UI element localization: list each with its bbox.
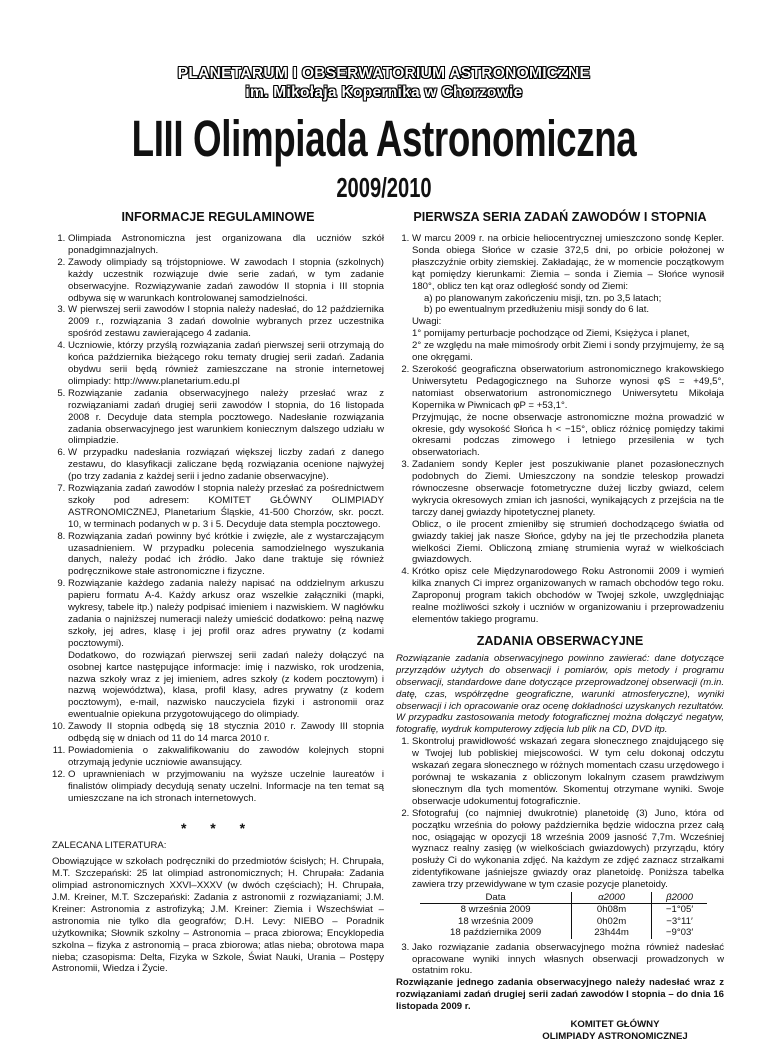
task-1-notes-heading: Uwagi: xyxy=(412,316,442,328)
rule-item: 7. Rozwiązania zadań zawodów I stopnia należy przesłać za pośrednictwem szkoły pod adresem: KOMITET GŁÓWNY OLIMPIADY ASTRONOMICZNEJ, Planetarium Śląskie, 41-500 Chorzów, skr. poczt. 10, w terminach podanych w p. 3 i 5. Decyduje data stempla pocztowego. xyxy=(68,483,384,531)
literature-heading: ZALECANA LITERATURA: xyxy=(52,840,167,852)
table-header-dec: β2000 xyxy=(651,892,707,904)
rule-item: 4. Uczniowie, którzy przyślą rozwiązania zadań pierwszej serii otrzymają do końca października bieżącego roku tematy drugiej serii zadań. Zadania obydwu serii będą również zamieszczane na stronie internetowej olimpiady: http://www.planetarium.edu.pl xyxy=(68,340,384,388)
observation-heading: ZADANIA OBSERWACYJNE xyxy=(476,633,644,648)
table-header-row xyxy=(420,892,707,904)
table-cell: 8 września 2009 xyxy=(420,904,572,916)
task-4: 4. Krótko opisz cele Międzynarodowego Roku Astronomii 2009 i wymień kilka znanych Ci imprez organizowanych w ramach obchodów tego roku. Zaproponuj program takich obchodów w Twojej szkole, uwzględniając realne możliwości szkoły i uczniów w organizowaniu i przeprowadzeniu elementów takiego programu. xyxy=(412,566,724,626)
left-column xyxy=(52,210,384,975)
task-1-note: 2° ze względu na małe mimośrody orbit Ziemi i sondy przyjmujemy, że są one okręgami. xyxy=(412,340,724,364)
rule-item: 12. O uprawnieniach w przyjmowaniu na wyższe uczelnie laureatów i finalistów olimpiady decydują senaty uczelni. Informacje na ten temat są umieszczane na ich stronach internetowych. xyxy=(68,769,384,805)
observation-task-3: 3. Jako rozwiązanie zadania obserwacyjnego można również nadesłać opracowane wyniki innych własnych obserwacji prowadzonych w ostatnim roku. xyxy=(412,942,724,978)
observation-intro: Rozwiązanie zadania obserwacyjnego powinno zawierać: dane dotyczące przyrządów użytych do obserwacji i pomiarów, opis metody i programu obserwacji, standardowe dane dotyczące przeprowadzonej obserwacji (m.in. datę, czas, współrzędne geograficzne, warunki atmosferyczne), wyniki obserwacji i ich opracowanie oraz ocenę dokładności uzyskanych rezultatów. W przypadku zastosowania metody fotograficznej można dołączyć negatyw, fotografię, wydruk komputerowy zdjęcia lub plik na CD, DVD itp. xyxy=(396,652,724,736)
table-cell: 18 września 2009 xyxy=(420,916,572,927)
rule-item: 5. Rozwiązanie zadania obserwacyjnego należy przesłać wraz z rozwiązaniami zadań drugiej serii zawodów I stopnia, do 16 listopada 2008 r. Decyduje data stempla pocztowego. Nadesłanie rozwiązania zadania obserwacyjnego jest warunkiem koniecznym dalszego udziału w olimpiadzie. xyxy=(68,388,384,448)
rule-item: 6. W przypadku nadesłania rozwiązań większej liczby zadań z danego zestawu, do klasyfikacji zaliczane będą rozwiązania ocenione najwyżej (po trzy zadania z każdej serii i jedno zadanie obserwacyjne). xyxy=(68,447,384,483)
signature-line-2: OLIMPIADY ASTRONOMICZNEJ xyxy=(542,1031,688,1043)
task-3: 3. Zadaniem sondy Kepler jest poszukiwanie planet pozasłonecznych podobnych do Ziemi. Umieszczony na sondzie teleskop prowadzi równoczesne obserwacje fotometryczne dużej liczby gwiazd, celem wykrycia okresowych zmian ich jasności, wynikających z przejścia na tle tarczy danej gwiazdy hipotetycznej planety. Oblicz, o ile procent zmieniłby się strumień dochodzącego światła od gwiazdy takiej jak nasze Słońce, gdyby na jej tle przechodziła planeta wielkości Ziemi. Obliczoną zmianę strumienia wyraź w wielkościach gwiazdowych. xyxy=(412,459,724,566)
task-2: 2. Szerokość geograficzna obserwatorium astronomicznego krakowskiego Uniwersytetu Pedagogicznego na Suhorze wynosi φS = +49,5°, natomiast obserwatorium astronomicznego Uniwersytetu Mikołaja Kopernika w Piwnicach φP = +53,1°. Przyjmując, że nocne obserwacje astronomiczne można prowadzić w okresie, gdy wysokość Słońca h < −15°, oblicz różnicę pomiędzy takimi okresami podczas zimowego i letniego przesilenia w tych obserwatoriach. xyxy=(412,364,724,459)
organization-subtitle: im. Mikołaja Kopernika w Chorzowie xyxy=(245,84,523,101)
table-cell: 0h08m xyxy=(572,904,652,916)
rule-item: 10. Zawody II stopnia odbędą się 18 stycznia 2010 r. Zawody III stopnia odbędą się w dniach od 11 do 14 marca 2010 r. xyxy=(68,721,384,745)
tasks-list xyxy=(396,233,724,626)
observation-task-1: 1. Skontroluj prawidłowość wskazań zegara słonecznego znajdującego się w Twojej lub pobliskiej miejscowości. W tym celu dokonaj odczytu wskazań zegara słonecznego w różnych momentach czasu urzędowego i porównaj te wskazania z obliczonym lokalnym czasem prawdziwym słonecznym dla tych momentów. Skomentuj otrzymane wyniki. Swoje obserwacje udokumentuj fotograficznie. xyxy=(412,736,724,807)
observation-task-2 xyxy=(412,808,724,939)
observation-task-2-text: 2. Sfotografuj (co najmniej dwukrotnie) planetoidę (3) Juno, która od początku września do połowy października będzie widoczna przez całą noc, osiągając w opozycji 18 września 2009 jasność 7,7m. Wcześniej wyznacz realny zasięg (w wielkościach gwiazdowych) przyrządu, który posłuży Ci do wykonania zdjęć. Na każdym ze zdjęć zaznacz strzałkami zidentyfikowane jaśniejsze gwiazdy oraz planetoidę. Poniższa tabelka zawiera trzy przewidywane w tym czasie pozycje planetoidy. xyxy=(412,807,724,891)
table-row xyxy=(420,904,707,916)
signature xyxy=(506,1019,724,1043)
organization-name: PLANETARUM I OBSERWATORIUM ASTRONOMICZNE xyxy=(177,65,591,82)
literature-list: Obowiązujące w szkołach podręczniki do przedmiotów ścisłych; H. Chrupała, M.T. Szczepański: 25 lat olimpiad astronomicznych; H. Chrupała: Zadania olimpiad astronomicznych XXVI–XXXV (w dwóch częściach); H. Chrupała, J.M. Kreiner, M.T. Szczepański: Zadania z astronomii z rozwiązaniami; J.M. Kreiner: Astronomia z astrofizyką; J.M. Kreiner: Ziemia i Wszechświat – astronomia nie tylko dla geografów; D.H. Levy: NIEBO – Poradnik użytkownika; Słownik szkolny – Astronomia – praca zbiorowa; Encyklopedia szkolna – fizyka z astronomią – praca zbiorowa; atlas nieba; obrotowa mapa nieba; czasopisma: Delta, Fizyka w Szkole, Świat Nauki, Urania – Postępy Astronomii, Wiedza i Życie. xyxy=(52,856,384,975)
rule-item: 9. Rozwiązanie każdego zadania należy napisać na oddzielnym arkuszu papieru formatu A-4. Każdy arkusz oraz wszelkie załączniki (mapki, wykresy, tabele itp.) należy podpisać imieniem i nazwiskiem. W nagłówku zadania o najniższej numeracji należy umieścić dodatkowo: pełną nazwę szkoły, jej adres, klasę i jej profil oraz adres prywatny (z kodami pocztowymi). Dodatkowo, do rozwiązań pierwszej serii zadań należy dołączyć na osobnej kartce następujące informacje: imię i nazwisko, rok urodzenia, nazwa szkoły wraz z jej imieniem, adres szkoły (z kodem pocztowym) i nazwą województwa), klasa, profil klasy, adres prywatny (z kodem pocztowym), e-mail, nazwisko nauczyciela fizyki i astronomii oraz ewentualnie opiekuna przygotowującego do olimpiady. xyxy=(68,578,384,721)
task-1-part-b: b) po ewentualnym przedłużeniu misji sondy do 6 lat. xyxy=(424,304,650,316)
section-divider: * * * xyxy=(180,819,256,836)
table-cell: 23h44m xyxy=(572,927,652,938)
task-1-part-a: a) po planowanym zakończeniu misji, tzn. po 3,5 latach; xyxy=(424,292,662,304)
rules-list xyxy=(52,233,384,805)
right-column xyxy=(396,210,724,1043)
task-1-text: 1. W marcu 2009 r. na orbicie heliocentrycznej umieszczono sondę Kepler. Sonda obiega Słońce w czasie 372,5 dni, po orbicie położonej w płaszczyźnie orbity ziemskiej. Zakładając, że w momencie początkowym kąt pomiędzy kierunkami: Ziemia – sonda i Ziemia – Słońce wynosił 180°, oblicz ten kąt oraz odległość sondy od Ziemi: xyxy=(412,233,724,292)
page-title: LIII Olimpiada Astronomiczna xyxy=(131,110,637,167)
table-header-date: Data xyxy=(420,892,572,904)
rules-heading: INFORMACJE REGULAMINOWE xyxy=(121,210,315,224)
table-header-ra: α2000 xyxy=(572,892,652,904)
task-1-note: 1° pomijamy perturbacje pochodzące od Ziemi, Księżyca i planet, xyxy=(412,328,690,340)
table-cell: −3°11′ xyxy=(666,915,693,927)
observation-tasks xyxy=(396,736,724,977)
rule-item: 1. Olimpiada Astronomiczna jest organizowana dla uczniów szkół ponadgimnazjalnych. xyxy=(68,233,384,257)
table-cell: −9°03′ xyxy=(665,927,694,939)
task-1 xyxy=(412,233,724,364)
rule-item: 3. W pierwszej serii zawodów I stopnia należy nadesłać, do 12 października 2009 r., rozwiązania 3 zadań dowolnie wybranych przez uczestnika spośród zestawu zawierającego 4 zadania. xyxy=(68,304,384,340)
juno-positions-table xyxy=(420,892,707,939)
submission-deadline: Rozwiązanie jednego zadania obserwacyjnego należy nadesłać wraz z rozwiązaniami zadań drugiej serii zadań zawodów I stopnia – do dnia 16 listopada 2009 r. xyxy=(396,977,724,1013)
rule-item: 8. Rozwiązania zadań powinny być krótkie i zwięzłe, ale z wystarczającym uzasadnieniem. W przypadku polecenia samodzielnego wyszukania danych, należy podać ich źródło. Jako dane traktuje się również podręcznikowe stałe astronomiczne i fizyczne. xyxy=(68,531,384,579)
table-row xyxy=(420,927,707,938)
table-cell: −1°05′ xyxy=(665,904,694,916)
rule-item: 2. Zawody olimpiady są trójstopniowe. W zawodach I stopnia (szkolnych) każdy uczestnik rozwiązuje dwie serie zadań, w tym zadanie obserwacyjne. Rozwiązywanie zadań zawodów II stopnia i III stopnia odbywa się w warunkach kontrolowanej samodzielności. xyxy=(68,257,384,305)
tasks-heading: PIERWSZA SERIA ZADAŃ ZAWODÓW I STOPNIA xyxy=(413,210,707,224)
edition-years: 2009/2010 xyxy=(336,172,432,203)
table-row xyxy=(420,916,707,927)
signature-line-1: KOMITET GŁÓWNY xyxy=(570,1019,660,1031)
rule-item: 11. Powiadomienia o zakwalifikowaniu do zawodów kolejnych stopni otrzymają jedynie uczniowie awansujący. xyxy=(68,745,384,769)
table-cell: 0h02m xyxy=(572,916,652,927)
table-cell: 18 października 2009 xyxy=(420,927,572,938)
